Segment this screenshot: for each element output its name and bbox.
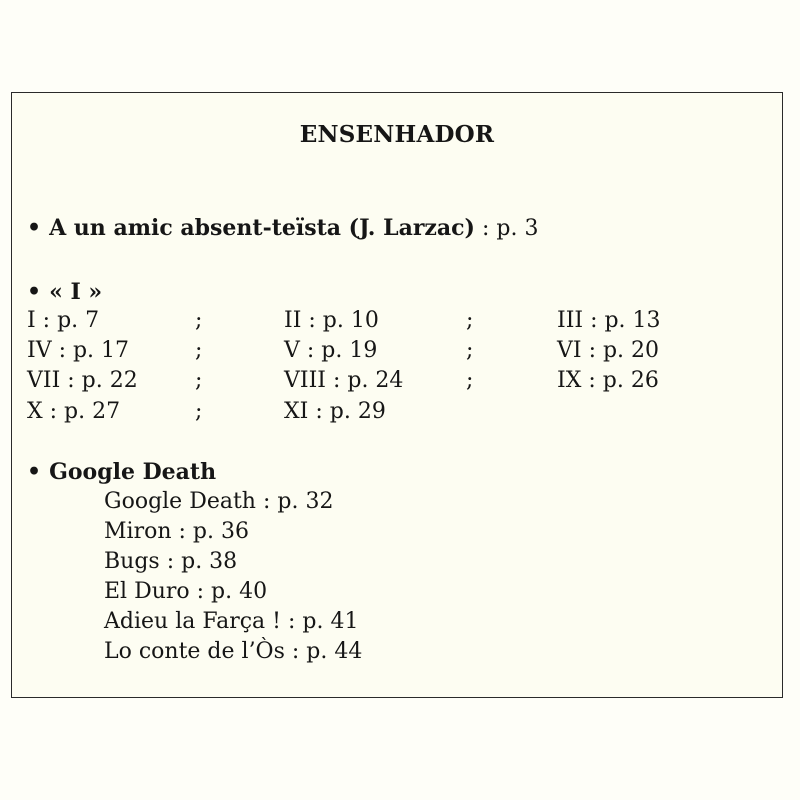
section-google-death-heading: [27, 460, 216, 485]
entry-title: A un amic absent-teïsta (J. Larzac): [49, 215, 475, 241]
index-entry: IV : p. 17: [27, 338, 130, 363]
separator: ;: [195, 308, 203, 333]
index-entry: XI : p. 29: [284, 399, 386, 424]
page-title: ENSENHADOR: [299, 121, 495, 148]
entry-page: : p. 3: [481, 216, 539, 241]
bullet-icon: •: [27, 215, 42, 241]
separator: ;: [466, 308, 474, 333]
index-entry: VIII : p. 24: [284, 368, 404, 393]
list-item: Miron : p. 36: [104, 519, 249, 544]
section-title: Google Death: [49, 459, 217, 485]
list-item: Lo conte de l’Òs : p. 44: [104, 639, 363, 664]
section-title: « I »: [49, 279, 103, 305]
index-entry: I : p. 7: [27, 308, 100, 333]
index-entry: IX : p. 26: [557, 368, 659, 393]
separator: ;: [195, 399, 203, 424]
index-entry: VI : p. 20: [557, 338, 660, 363]
index-entry: X : p. 27: [27, 399, 121, 424]
separator: ;: [466, 338, 474, 363]
list-item: Bugs : p. 38: [104, 549, 238, 574]
list-item: El Duro : p. 40: [104, 579, 268, 604]
index-entry: VII : p. 22: [27, 368, 138, 393]
index-frame: [11, 92, 783, 698]
index-entry: II : p. 10: [284, 308, 379, 333]
list-item: Adieu la Farça ! : p. 41: [104, 609, 359, 634]
bullet-icon: •: [27, 459, 42, 485]
separator: ;: [466, 368, 474, 393]
list-item: Google Death : p. 32: [104, 489, 334, 514]
index-entry: III : p. 13: [557, 308, 661, 333]
section-i-heading: [27, 280, 102, 305]
separator: ;: [195, 338, 203, 363]
bullet-icon: •: [27, 279, 42, 305]
index-entry: V : p. 19: [284, 338, 378, 363]
entry-absent-teista: [27, 216, 538, 241]
separator: ;: [195, 368, 203, 393]
